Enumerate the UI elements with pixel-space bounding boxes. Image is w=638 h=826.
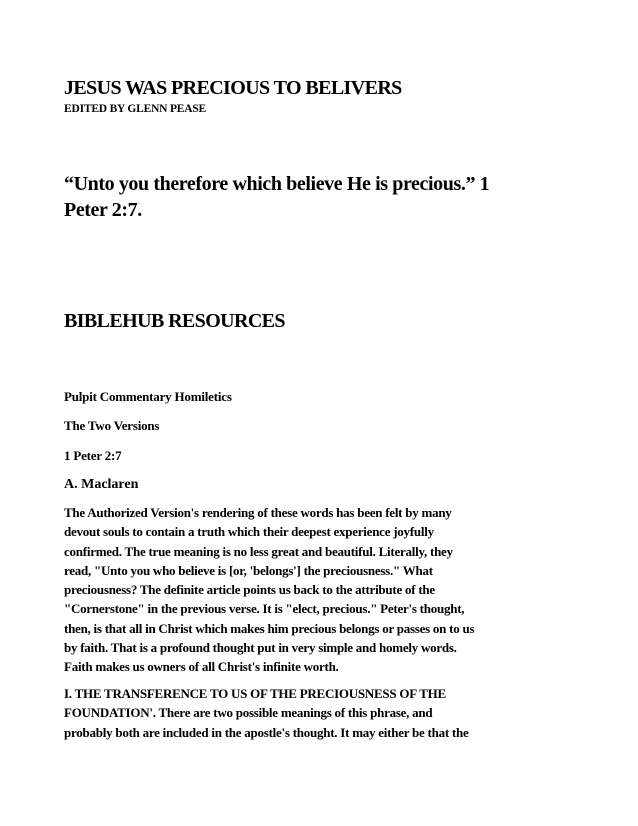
paragraph-line: preciousness? The definite article points us back to the attribute of the: [64, 582, 435, 598]
author-name: A. Maclaren: [64, 477, 139, 492]
section-heading: BIBLEHUB RESOURCES: [64, 310, 285, 332]
scripture-reference: 1 Peter 2:7: [64, 448, 122, 463]
verse-line: “Unto you therefore which believe He is precious.” 1: [64, 173, 490, 195]
paragraph-line: Faith makes us owners of all Christ's infinite worth.: [64, 659, 339, 675]
paragraph-line: The Authorized Version's rendering of these words has been felt by many: [64, 505, 452, 520]
paragraph-line: probably both are included in the apostle's thought. It may either be that the: [64, 724, 469, 740]
paragraph-line: "Cornerstone" in the previous verse. It is "elect, precious." Peter's thought,: [64, 601, 465, 617]
body-paragraph: [64, 503, 584, 677]
editor-credit: EDITED BY GLENN PEASE: [64, 103, 207, 115]
paragraph-line: then, is that all in Christ which makes him precious belongs or passes on to us: [64, 620, 475, 636]
paragraph-line: I. THE TRANSFERENCE TO US OF THE PRECIOUSNESS OF THE: [64, 686, 446, 701]
scripture-verse: [64, 171, 564, 223]
paragraph-line: read, "Unto you who believe is [or, 'belongs'] the preciousness." What: [64, 562, 433, 578]
document-title: JESUS WAS PRECIOUS TO BELIVERS: [64, 77, 402, 99]
sermon-title: The Two Versions: [64, 418, 160, 433]
paragraph-line: FOUNDATION'. There are two possible meanings of this phrase, and: [64, 705, 433, 721]
body-paragraph: [64, 684, 584, 742]
paragraph-line: by faith. That is a profound thought put in very simple and homely words.: [64, 640, 457, 656]
paragraph-line: devout souls to contain a truth which their deepest experience joyfully: [64, 524, 434, 540]
source-label: Pulpit Commentary Homiletics: [64, 389, 232, 404]
verse-line: Peter 2:7.: [64, 199, 142, 221]
paragraph-line: confirmed. The true meaning is no less great and beautiful. Literally, they: [64, 543, 453, 559]
